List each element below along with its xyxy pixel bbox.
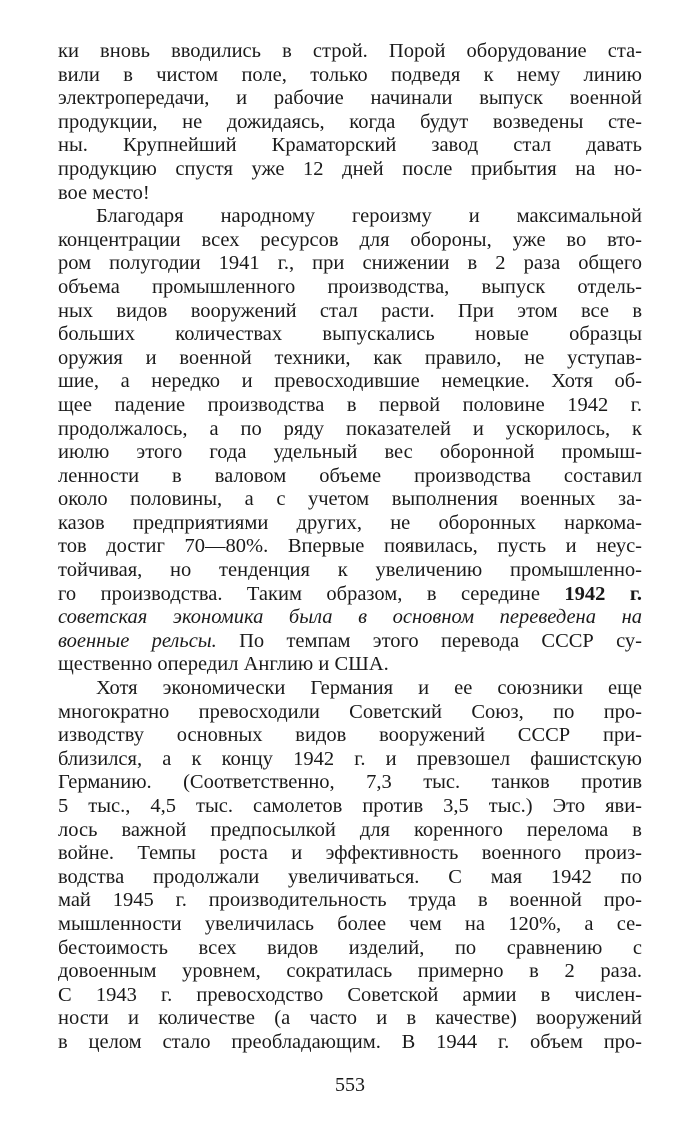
- book-page-text: [58, 40, 642, 1055]
- text-line: оружия и военной техники, как правило, не уступав-: [58, 346, 642, 369]
- text-line: тойчивая, но тенденция к увеличению промышленно-: [58, 559, 642, 582]
- text-line: вили в чистом поле, только подведя к нему линию: [58, 63, 642, 86]
- text-line: ленности в валовом объеме производства составил: [58, 464, 642, 487]
- text-line: Благодаря народному героизму и максимальной: [96, 205, 642, 228]
- text-line: войне. Темпы роста и эффективность военного произ-: [58, 842, 642, 865]
- text-line: ром полугодии 1941 г., при снижении в 2 раза общего: [58, 252, 642, 275]
- text-line: 5 тыс., 4,5 тыс. самолетов против 3,5 тыс.) Это яви-: [58, 795, 642, 817]
- text-segment: го производства. Таким образом, в середине: [58, 582, 540, 605]
- text-line: продукции, не дожидаясь, когда будут возведены сте-: [58, 110, 642, 133]
- text-line-with-italic: [58, 630, 642, 654]
- text-line: продукцию спустя уже 12 дней после прибытия на но-: [58, 157, 642, 180]
- paragraph-1: [58, 40, 642, 205]
- text-line: лось важной предпосылкой для коренного перелома в: [58, 818, 642, 841]
- text-line: ки вновь вводились в строй. Порой оборудование ста-: [58, 40, 642, 62]
- text-line: вое место!: [58, 181, 150, 204]
- text-line: щественно опередил Англию и США.: [58, 653, 389, 676]
- text-line: около половины, а с учетом выполнения военных за-: [58, 488, 642, 511]
- text-line: довоенным уровнем, сократилась примерно в 2 раза.: [58, 960, 642, 983]
- text-line: июлю этого года удельный вес оборонной промыш-: [58, 441, 642, 464]
- text-line-with-bold: [58, 583, 642, 607]
- text-line: щее падение производства в первой половине 1942 г.: [58, 393, 642, 416]
- text-line: объема промышленного производства, выпуск отдель-: [58, 275, 642, 298]
- text-line: изводству основных видов вооружений СССР при-: [58, 724, 642, 747]
- text-line: ных видов вооружений стал расти. При этом все в: [58, 299, 642, 322]
- paragraph-2: [58, 205, 642, 677]
- text-line: Хотя экономически Германия и ее союзники еще: [96, 677, 642, 700]
- text-line: ны. Крупнейший Краматорский завод стал давать: [58, 134, 642, 157]
- paragraph-3: [58, 677, 642, 1055]
- text-line: водства продолжали увеличиваться. С мая 1942 по: [58, 865, 642, 888]
- text-line: продолжалось, а по ряду показателей и ускорилось, к: [58, 417, 642, 440]
- text-line: шие, а нередко и превосходившие немецкие. Хотя об-: [58, 370, 642, 393]
- text-line: близился, а к концу 1942 г. и превзошел фашистскую: [58, 747, 642, 770]
- text-line: многократно превосходили Советский Союз, по про-: [58, 700, 642, 723]
- text-line: больших количествах выпускались новые образцы: [58, 323, 642, 346]
- text-line: казов предприятиями других, не оборонных наркома-: [58, 511, 642, 534]
- text-line: мышленности увеличилась более чем на 120%, а се-: [58, 912, 642, 935]
- text-line: май 1945 г. производительность труда в военной про-: [58, 889, 642, 912]
- text-line: тов достиг 70—80%. Впервые появилась, пусть и неус-: [58, 535, 642, 558]
- text-line: С 1943 г. превосходство Советской армии в числен-: [58, 983, 642, 1006]
- text-line: Германию. (Соответственно, 7,3 тыс. танков против: [58, 771, 642, 794]
- text-segment: По темпам этого перевода СССР су-: [216, 629, 643, 652]
- italic-emphasis-line: советская экономика была в основном переведена на: [58, 606, 642, 629]
- text-line: электропередачи, и рабочие начинали выпуск военной: [58, 87, 642, 110]
- text-line: в целом стало преобладающим. В 1944 г. объем про-: [58, 1030, 642, 1053]
- text-line: бестоимость всех видов изделий, по сравнению с: [58, 936, 642, 959]
- page-number: 553: [335, 1074, 365, 1096]
- text-line: концентрации всех ресурсов для обороны, уже во вто-: [58, 228, 642, 251]
- bold-date: 1942 г.: [564, 582, 643, 605]
- italic-emphasis: военные рельсы.: [58, 629, 217, 652]
- text-line: ности и количестве (а часто и в качестве) вооружений: [58, 1007, 642, 1030]
